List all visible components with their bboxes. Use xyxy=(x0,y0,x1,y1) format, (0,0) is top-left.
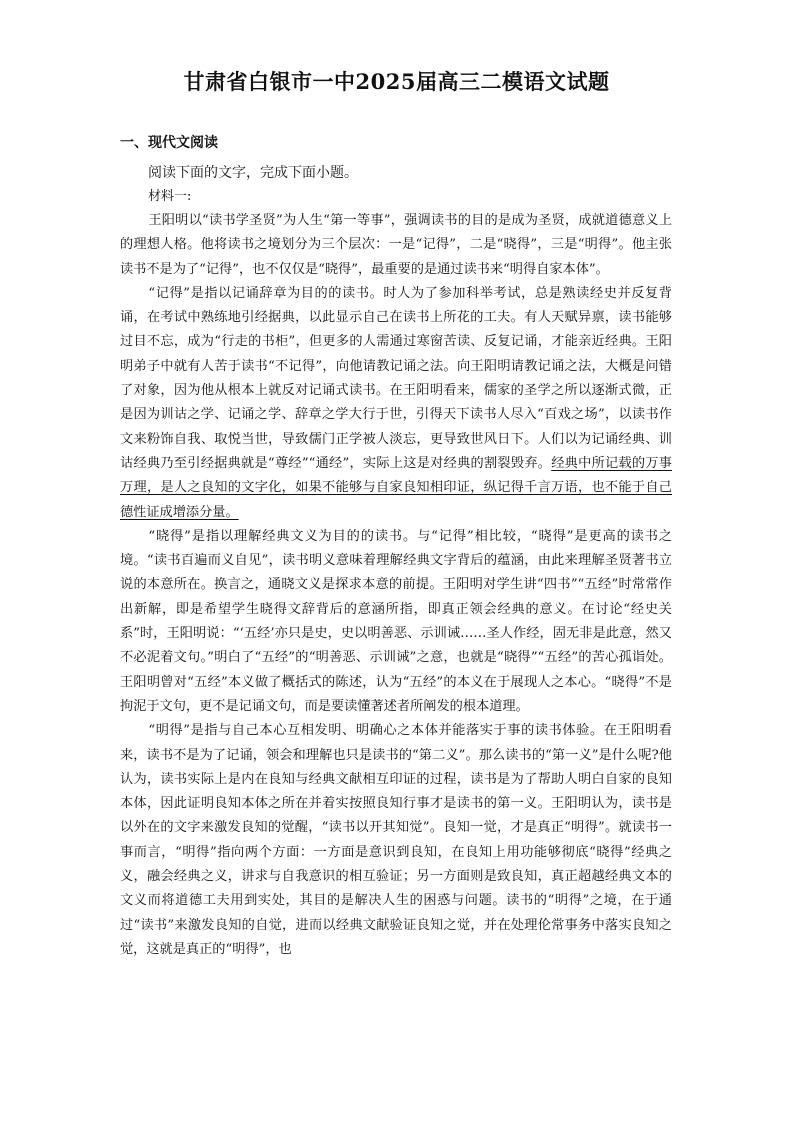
document-title: 甘肃省白银市一中2025届高三二模语文试题 xyxy=(183,69,610,94)
paragraph-4: “明得”是指与自己本心互相发明、明确心之本体并能落实于事的读书体验。在王阳明看来，读书不是为了记诵，领会和理解也只是读书的“第二义”。那么读书的“第一义”是什么呢?他认为，读书实际上是内在良知与经典文献相互印证的过程，读书是为了帮助人明白自家的良知本体，因此证明良知本体之所在并着实按照良知行事才是读书的第一义。王阳明认为，读书是以外在的文字来激发良知的觉醒，“读书以开其知觉”。良知一觉，才是真正“明得”。就读书一事而言，“明得”指向两个方面：一方面是意识到良知，在良知上用功能够彻底“晓得”经典之义，融会经典之义，讲求与自我意识的相互验证；另一方面则是致良知，真正超越经典文本的文义而将道德工夫用到实处，其目的是解决人生的困惑与问题。读书的“明得”之境，在于通过“读书”来激发良知的自觉，进而以经典文献验证良知之觉，并在处理伦常事务中落实良知之觉，这就是真正的“明得”，也 xyxy=(120,723,672,957)
passage-body xyxy=(120,209,672,962)
material-label: 材料一: xyxy=(148,189,192,204)
paragraph-2-text: “记得”是指以记诵辞章为目的的读书。时人为了参加科举考试，总是熟读经史并反复背诵，在考试中熟练地引经据典，以此显示自己在读书上所花的工夫。有人天赋异禀，读书能够过目不忘，成为“行走的书柜”，但更多的人需通过寒窗苦读、反复记诵，才能亲近经典。王阳明弟子中就有人苦于读书“不记得”，向他请教记诵之法。向王阳明请教记诵之法，大概是问错了对象，因为他从根本上就反对记诵式读书。在王阳明看来，儒家的圣学之所以逐渐式微，正是因为训诂之学、记诵之学、辞章之学大行于世，引得天下读书人尽入“百戏之场”，以读书作文来粉饰自我、取悦当世，导致儒门正学被人淡忘，更导致世风日下。人们以为记诵经典、训诂经典乃至引经据典就是“尊经”“通经”，实际上这是对经典的割裂毁弃。 xyxy=(120,285,672,471)
section-heading: 一、现代文阅读 xyxy=(120,135,218,151)
paragraph-1: 王阳明以“读书学圣贤”为人生“第一等事”，强调读书的目的是成为圣贤，成就道德意义上的理想人格。他将读书之境划分为三个层次：一是“记得”，二是“晓得”，三是“明得”。他主张读书不是为了“记得”，也不仅仅是“晓得”，最重要的是通过读书来“明得自家本体”。 xyxy=(120,213,672,277)
paragraph-2 xyxy=(120,282,672,525)
underlined-sentence: 经典中所记载的万事万理，是人之良知的文字化，如果不能够与自家良知相印证，纵记得千言万语，也不能于自己德性证成增添分量。 xyxy=(120,455,672,520)
paragraph-3: “晓得”是指以理解经典文义为目的的读书。与“记得”相比较，“晓得”是更高的读书之境。“读书百遍而义自见”，读书明义意味着理解经典文字背后的蕴涵，由此来理解圣贤著书立说的本意所在。换言之，通晓文义是探求本意的前提。王阳明对学生讲“四书”“五经”时常常作出新解，即是希望学生晓得文辞背后的意涵所指，即真正领会经典的意义。在讨论“经史关系”时，王阳明说：“‘五经’亦只是史，史以明善恶、示训诫……圣人作经，固无非是此意，然又不必泥着文句。”明白了“五经”的“明善恶、示训诫”之意，也就是“晓得”“五经”的苦心孤诣处。王阳明曾对“五经”本义做了概括式的陈述，认为“五经”的本义在于展现人之本心。“晓得”不是拘泥于文句，更不是记诵文句，而是要读懂著述者所阐发的根本道理。 xyxy=(120,528,672,714)
reading-instruction: 阅读下面的文字，完成下面小题。 xyxy=(148,165,358,181)
